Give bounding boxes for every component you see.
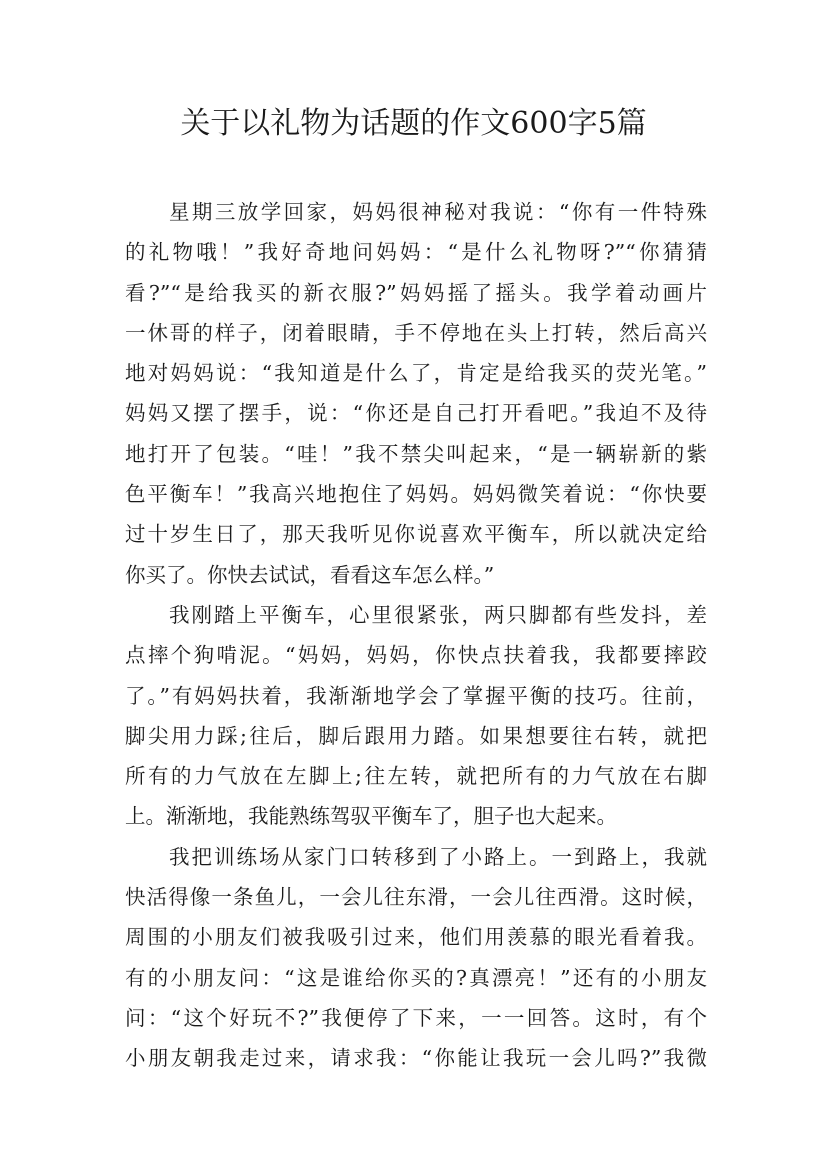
text-line: 一休哥的样子，闭着眼睛，手不停地在头上打转，然后高兴	[125, 320, 707, 345]
text-line: 妈妈又摆了摆手，说：“你还是自己打开看吧。”我迫不及待	[125, 401, 707, 426]
text-line: 我把训练场从家门口转移到了小路上。一到路上，我就	[169, 844, 707, 869]
text-line: 点摔个狗啃泥。“妈妈，妈妈，你快点扶着我，我都要摔跤	[125, 643, 707, 668]
text-line: 问：“这个好玩不?”我便停了下来，一一回答。这时，有个	[125, 1005, 707, 1030]
text-line: 脚尖用力踩;往后，脚后跟用力踏。如果想要往右转，就把	[125, 723, 707, 748]
text-line: 的礼物哦！”我好奇地问妈妈：“是什么礼物呀?”“你猜猜	[125, 240, 707, 265]
text-line: 地打开了包装。“哇！”我不禁尖叫起来，“是一辆崭新的紫	[125, 441, 707, 466]
document-title: 关于以礼物为话题的作文600字5篇	[180, 106, 647, 141]
text-line: 地对妈妈说：“我知道是什么了，肯定是给我买的荧光笔。”	[125, 361, 707, 386]
essay-body	[125, 192, 707, 1079]
text-line: 我刚踏上平衡车，心里很紧张，两只脚都有些发抖，差	[169, 602, 707, 627]
text-line: 你买了。你快去试试，看看这车怎么样。”	[125, 562, 495, 587]
text-line: 看?”“是给我买的新衣服?”妈妈摇了摇头。我学着动画片	[125, 280, 707, 305]
text-line: 小朋友朝我走过来，请求我：“你能让我玩一会儿吗?”我微	[125, 1046, 707, 1071]
text-line: 快活得像一条鱼儿，一会儿往东滑，一会儿往西滑。这时候，	[125, 885, 707, 910]
text-line: 有的小朋友问：“这是谁给你买的?真漂亮！”还有的小朋友	[125, 965, 707, 990]
text-line: 色平衡车！”我高兴地抱住了妈妈。妈妈微笑着说：“你快要	[125, 482, 707, 507]
text-line: 过十岁生日了，那天我听见你说喜欢平衡车，所以就决定给	[125, 522, 707, 547]
text-line: 所有的力气放在左脚上;往左转，就把所有的力气放在右脚	[125, 764, 707, 789]
text-line: 了。”有妈妈扶着，我渐渐地学会了掌握平衡的技巧。往前，	[125, 683, 707, 708]
text-line: 周围的小朋友们被我吸引过来，他们用羡慕的眼光看着我。	[125, 925, 707, 950]
text-line: 星期三放学回家，妈妈很神秘对我说：“你有一件特殊	[169, 200, 707, 224]
text-line: 上。渐渐地，我能熟练驾驭平衡车了，胆子也大起来。	[125, 804, 617, 829]
